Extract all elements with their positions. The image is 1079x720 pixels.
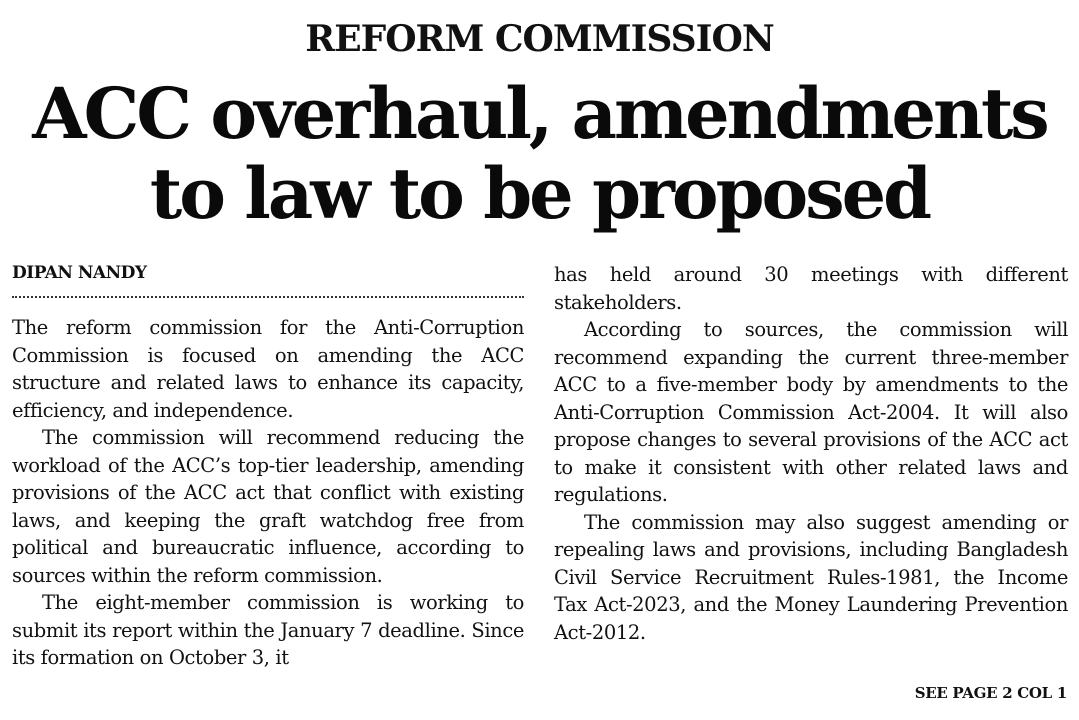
headline-line-1: ACC overhaul, amendments: [32, 72, 1047, 155]
article-column-2: [554, 261, 1068, 646]
paragraph: The eight-member commission is working to submit its report within the January 7 deadline. Since its formation on October 3, it: [12, 591, 524, 669]
byline-divider: [12, 296, 524, 298]
paragraph: The reform commission for the Anti-Corruption Commission is focused on amending the ACC structure and related laws to enhance its capacity, efficiency, and independence.: [12, 316, 524, 422]
paragraph: has held around 30 meetings with different stakeholders.: [554, 263, 1068, 314]
byline: DIPAN NANDY: [12, 263, 147, 283]
section-kicker: REFORM COMMISSION: [305, 18, 774, 60]
paragraph: The commission may also suggest amending or repealing laws and provisions, including Bangladesh Civil Service Recruitment Rules-1981, the Income Tax Act-2023, and the Money Laundering Prevention Act-2012.: [554, 510, 1068, 644]
paragraph: The commission will recommend reducing the workload of the ACC’s top-tier leadership, amending provisions of the ACC act that conflict with existing laws, and keeping the graft watchdog free from political and bureaucratic influence, according to sources within the reform commission.: [12, 426, 524, 587]
headline: [0, 74, 1079, 234]
continuation-jump: SEE PAGE 2 COL 1: [914, 684, 1067, 702]
paragraph: According to sources, the commission will recommend expanding the current three-member ACC to a five-member body by amendments to the Anti-Corruption Commission Act-2004. It will also propose changes to several provisions of the ACC act to make it consistent with other related laws and regulations.: [554, 318, 1068, 506]
headline-line-2: to law to be proposed: [149, 152, 930, 235]
article-column-1: [12, 314, 524, 672]
